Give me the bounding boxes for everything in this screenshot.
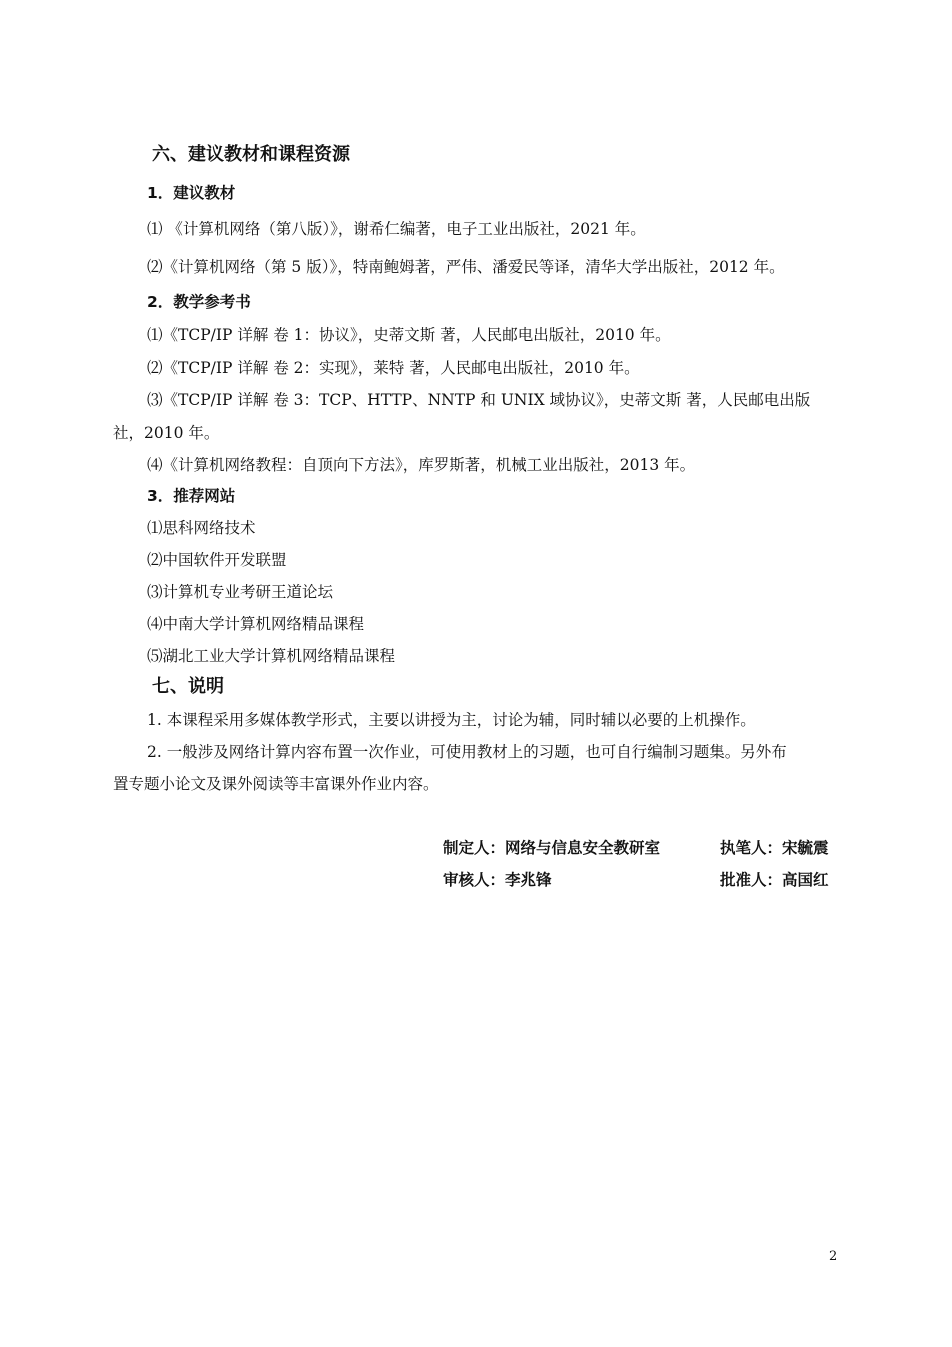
textbook-item: ⑴ 《计算机网络（第八版）》，谢希仁编著，电子工业出版社，2021 年。 — [147, 220, 646, 238]
reference-item: ⑵《TCP/IP 详解 卷 2：实现》，莱特 著，人民邮电出版社，2010 年。 — [147, 359, 640, 377]
website-item: ⑵中国软件开发联盟 — [147, 551, 287, 569]
signature-writer: 执笔人：宋毓震 — [720, 839, 829, 857]
subheading-references: 2．教学参考书 — [147, 293, 251, 311]
website-item: ⑷中南大学计算机网络精品课程 — [147, 615, 365, 633]
subheading-textbooks: 1．建议教材 — [147, 184, 236, 202]
note-line: 1. 本课程采用多媒体教学形式，主要以讲授为主，讨论为辅，同时辅以必要的上机操作。 — [147, 711, 756, 729]
signature-reviewer: 审核人：李兆锋 — [443, 871, 552, 889]
section-7-title: 七、说明 — [152, 676, 224, 697]
signature-approver: 批准人：高国红 — [720, 871, 829, 889]
website-item: ⑶计算机专业考研王道论坛 — [147, 583, 334, 601]
reference-item-continuation: 社，2010 年。 — [113, 424, 220, 442]
note-line: 2. 一般涉及网络计算内容布置一次作业，可使用教材上的习题，也可自行编制习题集。另外布 — [147, 743, 787, 761]
website-item: ⑴思科网络技术 — [147, 519, 256, 537]
website-item: ⑸湖北工业大学计算机网络精品课程 — [147, 647, 396, 665]
reference-item: ⑷《计算机网络教程：自顶向下方法》，库罗斯著，机械工业出版社，2013 年。 — [147, 456, 696, 474]
note-line-continuation: 置专题小论文及课外阅读等丰富课外作业内容。 — [113, 775, 439, 793]
page-number: 2 — [829, 1249, 838, 1264]
subheading-websites: 3．推荐网站 — [147, 487, 236, 505]
textbook-item: ⑵《计算机网络（第 5 版）》，特南鲍姆著，严伟、潘爱民等译，清华大学出版社，2012 年。 — [147, 258, 785, 276]
section-6-title: 六、建议教材和课程资源 — [152, 144, 350, 165]
reference-item: ⑶《TCP/IP 详解 卷 3：TCP、HTTP、NNTP 和 UNIX 域协议》，史蒂文斯 著，人民邮电出版 — [147, 391, 811, 409]
reference-item: ⑴《TCP/IP 详解 卷 1：协议》，史蒂文斯 著，人民邮电出版社，2010 年。 — [147, 326, 671, 344]
signature-maker: 制定人：网络与信息安全教研室 — [443, 839, 661, 857]
